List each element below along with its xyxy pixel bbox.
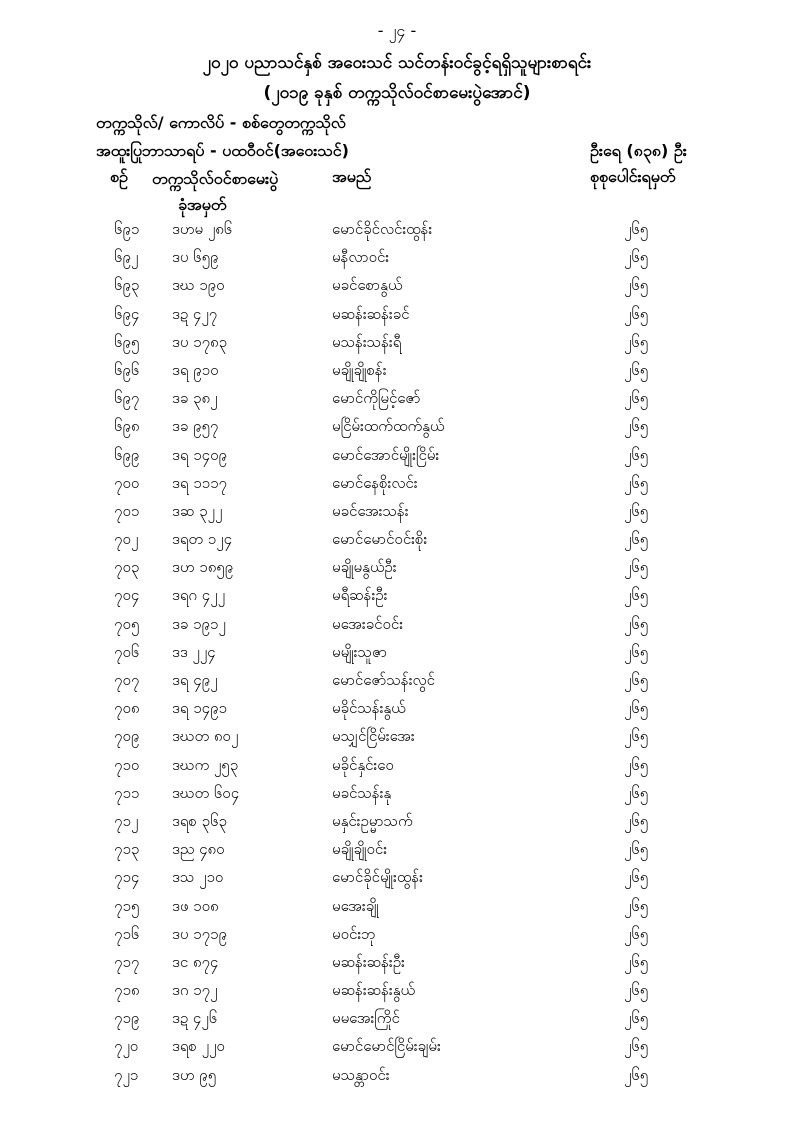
student-name: မခိုင်နှင်းဝေ: [332, 755, 394, 774]
roll-number: ဒပ ၆၅၉: [172, 248, 219, 267]
row-number: ၇၂၁: [114, 1065, 139, 1084]
roll-number: ဒည ၄၈၀: [172, 840, 225, 859]
row-number: ၆၉၉: [114, 445, 140, 464]
roll-number: ဒသ ၂၁၀: [172, 868, 224, 887]
row-number: ၇၁၈: [114, 981, 140, 1000]
total-marks: ၂၆၅: [624, 783, 649, 802]
total-marks: ၂၆၅: [624, 389, 649, 408]
roll-number: ဒရ ၄၉၂: [172, 671, 218, 689]
row-number: ၇၁၇: [114, 952, 140, 971]
table-row: [0, 276, 794, 304]
total-count: ဦးရေ (၈၃၈) ဦး: [590, 141, 687, 160]
page-number: - ၂၄ -: [377, 21, 417, 40]
student-name: မချိုချိုစန်း: [332, 360, 387, 379]
roll-number: ဒရ ၁၁၁၇: [172, 473, 227, 492]
table-row: [0, 361, 794, 389]
student-name: မချိုချိုဝင်း: [332, 840, 388, 859]
student-name: မဝင်းဘု: [332, 924, 376, 943]
row-number: ၇၂၀: [114, 1037, 139, 1056]
header-roll: [152, 166, 342, 218]
table-row: [0, 389, 794, 417]
roll-number: ဒရစ ၃၆၃: [172, 811, 227, 830]
student-name: မခင်စောနွယ်: [332, 276, 403, 295]
row-number: ၆၉၆: [114, 360, 140, 379]
total-marks: ၂၆၅: [624, 727, 649, 746]
total-marks: ၂၆၅: [624, 614, 649, 633]
roll-number: ဒပ ၁၇၁၉: [172, 924, 227, 943]
table-row: [0, 840, 794, 868]
total-marks: ၂၆၅: [624, 1037, 649, 1056]
table-row: [0, 1037, 794, 1065]
row-number: ၇၁၄: [114, 868, 140, 887]
row-number: ၇၁၆: [114, 924, 140, 943]
table-row: [0, 643, 794, 671]
header-roll-line1: တက္ကသိုလ်ဝင်စာမေးပွဲ: [152, 169, 279, 188]
roll-number: ဒဍ ၄၂၆: [172, 1009, 218, 1028]
row-number: ၇၁၉: [114, 1009, 140, 1028]
row-number: ၇၀၈: [114, 699, 140, 718]
student-name: မောင်ခိုင်မျိုးထွန်း: [332, 868, 423, 887]
roll-number: ဒဍ ၄၂၇: [172, 304, 218, 323]
total-marks: ၂၆၅: [624, 501, 649, 520]
roll-number: ဒဒ ၂၂၄: [172, 642, 216, 661]
student-name: မနှင်းဥမ္မာသက်: [332, 811, 413, 830]
row-number: ၇၀၆: [114, 642, 140, 661]
row-number: ၇၁၅: [114, 896, 140, 915]
student-name: မောင်မောင်ငြိမ်းချမ်း: [332, 1037, 441, 1056]
roll-number: ဒခ ၃၈၂: [172, 389, 218, 408]
total-marks: ၂၆၅: [624, 981, 649, 1000]
roll-number: ဒရတ ၁၂၄: [172, 530, 233, 549]
table-row: [0, 417, 794, 445]
student-name: မနီလာဝင်း: [332, 248, 390, 267]
header-roll-line2: ခုံအမှတ်: [178, 195, 227, 214]
roll-number: ဒရ ၉၁၀: [172, 360, 219, 379]
total-marks: ၂၆၅: [624, 417, 649, 436]
row-number: ၇၁၀: [114, 755, 140, 774]
table-row: [0, 784, 794, 812]
total-marks: ၂၆၅: [624, 755, 649, 774]
student-name: မအေးခင်ဝင်း: [332, 614, 404, 633]
total-marks: ၂၆၅: [624, 445, 649, 464]
student-name: မောင်ကိုမြင့်ဇော်: [332, 389, 421, 408]
row-number: ၇၀၅: [114, 614, 140, 633]
roll-number: ဒဟ ၉၅: [172, 1065, 217, 1084]
total-marks: ၂၆၅: [624, 896, 649, 915]
student-name: မသျှင်ငြိမ်းအေး: [332, 727, 415, 746]
student-name: မဆန်းဆန်းဦး: [332, 952, 405, 971]
row-number: ၇၀၄: [114, 586, 140, 605]
roll-number: ဒခ ၁၉၁၂: [172, 614, 226, 633]
row-number: ၆၉၈: [114, 417, 140, 436]
total-marks: ၂၆၅: [624, 952, 649, 971]
student-name: မရီဆန်းဦး: [332, 586, 388, 605]
table-row: [0, 530, 794, 558]
total-marks: ၂၆၅: [624, 558, 649, 577]
total-marks: ၂၆၅: [624, 811, 649, 830]
row-number: ၇၀၉: [114, 727, 140, 746]
row-number: ၆၉၇: [114, 389, 140, 408]
total-marks: ၂၆၅: [624, 332, 649, 351]
row-number: ၇၀၇: [114, 671, 140, 689]
roll-number: ဒရ ၁၄၉၁: [172, 699, 227, 718]
row-number: ၆၉၁: [114, 220, 140, 238]
student-name: မအေးချို: [332, 896, 379, 915]
total-marks: ၂၆၅: [624, 642, 649, 661]
table-row: [0, 756, 794, 784]
total-marks: ၂၆၅: [624, 304, 649, 323]
table-row: [0, 615, 794, 643]
student-name: မဆန်းဆန်းခင်: [332, 304, 410, 323]
table-row: [0, 812, 794, 840]
document-title: ၂၀၂၀ ပညာသင်နှစ် အဝေးသင် သင်တန်းဝင်ခွင့်ရရှိသူများစာရင်း: [202, 53, 592, 73]
table-row: [0, 953, 794, 981]
total-marks: ၂၆၅: [624, 840, 649, 859]
table-row: [0, 981, 794, 1009]
roll-number: ဒဃက ၂၅၃: [172, 755, 239, 774]
roll-number: ဒရ ၁၄၀၉: [172, 445, 227, 464]
row-number: ၆၉၄: [114, 304, 140, 323]
student-name: မောင်အောင်မျိုးငြိမ်း: [332, 445, 440, 464]
row-number: ၇၁၃: [114, 840, 140, 859]
row-number: ၇၁၂: [114, 811, 139, 830]
student-name: မခင်အေးသန်း: [332, 501, 409, 520]
table-row: [0, 248, 794, 276]
roll-number: ဒဂ ၁၇၂: [172, 981, 218, 1000]
table-row: [0, 305, 794, 333]
student-name: မသန္တာဝင်း: [332, 1065, 390, 1084]
roll-number: ဒရဂ ၄၂၂: [172, 586, 225, 605]
roll-number: ဒဖ ၁၀၈: [172, 896, 219, 915]
table-row: [0, 897, 794, 925]
header-name: အမည်: [332, 167, 372, 186]
table-row: [0, 586, 794, 614]
total-marks: ၂၆၅: [624, 586, 649, 605]
university-line: တက္ကသိုလ်/ ကောလိပ် - စစ်တွေတက္ကသိုလ်: [96, 113, 346, 132]
total-marks: ၂၆၅: [624, 220, 649, 238]
table-row: [0, 333, 794, 361]
table-row: [0, 671, 794, 699]
table-row: [0, 474, 794, 502]
roll-number: ဒဃတ ၆၀၄: [172, 783, 240, 802]
student-name: မခိုင်သန်းနွယ်: [332, 699, 406, 718]
student-name: မမအေးကြိုင်: [332, 1009, 400, 1028]
student-name: မမျိုးသူဇာ: [332, 642, 388, 661]
roll-number: ဒရစ ၂၂၀: [172, 1037, 225, 1056]
total-marks: ၂၆၅: [624, 699, 649, 718]
roll-number: ဒဆ ၃၂၂: [172, 501, 223, 520]
roll-number: ဒဃတ ၈၀၂: [172, 727, 239, 746]
student-name: မောင်ခိုင်လင်းထွန်း: [332, 220, 433, 238]
student-name: မောင်မောင်ဝင်းစိုး: [332, 530, 428, 549]
total-marks: ၂၆၅: [624, 360, 649, 379]
table-row: [0, 220, 794, 248]
student-name: မသန်းသန်းရီ: [332, 332, 402, 351]
roll-number: ဒပ ၁၇၈၃: [172, 332, 228, 351]
student-list: [0, 220, 794, 1094]
total-marks: ၂၆၅: [624, 473, 649, 492]
row-number: ၇၀၁: [114, 501, 140, 520]
table-row: [0, 727, 794, 755]
total-marks: ၂၆၅: [624, 924, 649, 943]
row-number: ၇၀၂: [114, 530, 139, 549]
total-marks: ၂၆၅: [624, 530, 649, 549]
row-number: ၇၀၀: [114, 473, 140, 492]
document-subtitle: (၂၀၁၉ ခုနှစ် တက္ကသိုလ်ဝင်စာမေးပွဲအောင်): [263, 83, 531, 103]
row-number: ၇၁၁: [114, 783, 140, 802]
total-marks: ၂၆၅: [624, 1009, 649, 1028]
row-number: ၆၉၅: [114, 332, 140, 351]
roll-number: ဒခ ၉၅၇: [172, 417, 219, 436]
student-name: မငြိမ်းထက်ထက်နွယ်: [332, 417, 445, 436]
student-name: မောင်နေစိုးလင်း: [332, 473, 418, 492]
row-number: ၆၉၂: [114, 248, 139, 267]
table-row: [0, 502, 794, 530]
table-row: [0, 558, 794, 586]
student-name: မချိုမနွယ်ဦး: [332, 558, 397, 577]
total-marks: ၂၆၅: [624, 868, 649, 887]
table-row: [0, 925, 794, 953]
header-total: စုစုပေါင်းရမှတ်: [590, 167, 676, 186]
header-no: စဉ်: [110, 167, 128, 186]
table-row: [0, 868, 794, 896]
roll-number: ဒဟ ၁၈၅၉: [172, 558, 234, 577]
major-line: အထူးပြုဘာသာရပ် - ပထဝီဝင်(အဝေးသင်): [96, 141, 349, 160]
table-row: [0, 446, 794, 474]
student-name: မောင်ဇော်သန်းလွင်: [332, 671, 435, 689]
table-row: [0, 1009, 794, 1037]
roll-number: ဒဃ ၁၉၀: [172, 276, 225, 295]
total-marks: ၂၆၅: [624, 248, 649, 267]
total-marks: ၂၆၅: [624, 1065, 649, 1084]
row-number: ၆၉၃: [114, 276, 140, 295]
student-name: မခင်သန်းနု: [332, 783, 392, 802]
roll-number: ဒဟမ ၂၈၆: [172, 220, 233, 238]
student-name: မဆန်းဆန်းနွယ်: [332, 981, 416, 1000]
total-marks: ၂၆၅: [624, 276, 649, 295]
total-marks: ၂၆၅: [624, 671, 649, 689]
table-row: [0, 1066, 794, 1094]
row-number: ၇၀၃: [114, 558, 140, 577]
table-row: [0, 699, 794, 727]
roll-number: ဒင ၈၇၄: [172, 952, 219, 971]
